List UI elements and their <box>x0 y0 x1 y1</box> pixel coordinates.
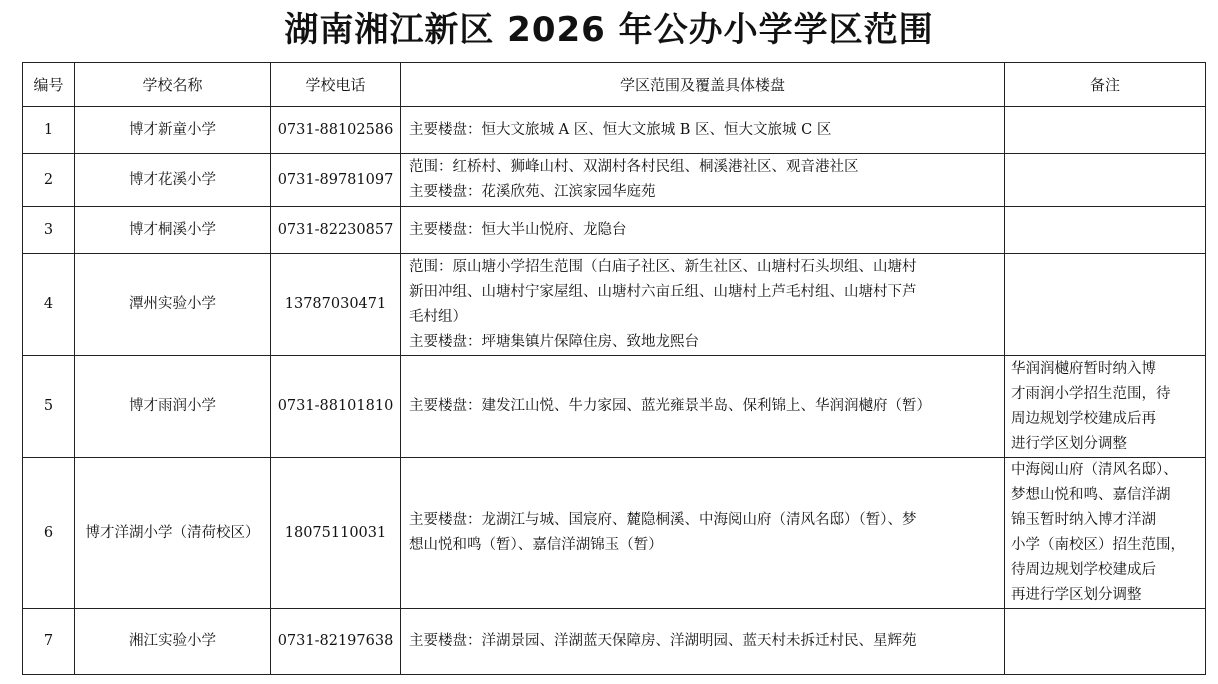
cell-number: 4 <box>23 254 75 356</box>
header-remarks: 备注 <box>1005 63 1206 107</box>
header-number: 编号 <box>23 63 75 107</box>
remark-line: 梦想山悦和鸣、嘉信洋湖 <box>1011 487 1171 503</box>
cell-district-range <box>401 254 1005 356</box>
remark-line: 周边规划学校建成后再 <box>1011 410 1156 427</box>
cell-remarks <box>1005 254 1206 356</box>
cell-number: 7 <box>23 609 75 675</box>
range-line: 范围：红桥村、狮峰山村、双湖村各村民组、桐溪港社区、观音港社区 <box>409 159 859 175</box>
cell-phone: 18075110031 <box>271 458 401 609</box>
cell-district-range <box>401 458 1005 609</box>
cell-remarks <box>1005 458 1206 609</box>
range-line: 毛村组） <box>409 308 467 325</box>
cell-number: 6 <box>23 458 75 609</box>
range-line: 范围：原山塘小学招生范围（白庙子社区、新生社区、山塘村石头坝组、山塘村 <box>409 258 917 275</box>
cell-phone: 0731-88102586 <box>271 107 401 154</box>
table-row <box>23 107 1206 154</box>
remark-line: 华润润樾府暂时纳入博 <box>1011 360 1156 377</box>
range-line: 主要楼盘：恒大半山悦府、龙隐台 <box>409 221 627 238</box>
range-line: 主要楼盘：花溪欣苑、江滨家园华庭苑 <box>409 184 656 200</box>
cell-number: 5 <box>23 356 75 458</box>
table-row <box>23 254 1206 356</box>
cell-district-range <box>401 154 1005 207</box>
cell-phone: 0731-82197638 <box>271 609 401 675</box>
range-line: 主要楼盘：洋湖景园、洋湖蓝天保障房、洋湖明园、蓝天村未拆迁村民、星辉苑 <box>409 633 917 649</box>
cell-remarks <box>1005 356 1206 458</box>
cell-number: 3 <box>23 207 75 254</box>
range-line: 主要楼盘：龙湖江与城、国宸府、麓隐桐溪、中海阅山府（清风名邸）（暂）、梦 <box>409 512 917 528</box>
cell-school-name: 潭州实验小学 <box>75 254 271 356</box>
cell-phone: 0731-88101810 <box>271 356 401 458</box>
header-school-phone: 学校电话 <box>271 63 401 107</box>
table-row <box>23 609 1206 675</box>
cell-school-name: 博才新童小学 <box>75 107 271 154</box>
cell-remarks <box>1005 154 1206 207</box>
cell-school-name: 博才洋湖小学（清荷校区） <box>75 458 271 609</box>
range-line: 主要楼盘：建发江山悦、牛力家园、蓝光雍景半岛、保利锦上、华润润樾府（暂） <box>409 398 931 414</box>
table-row <box>23 154 1206 207</box>
cell-phone: 0731-82230857 <box>271 207 401 254</box>
cell-phone: 0731-89781097 <box>271 154 401 207</box>
cell-remarks <box>1005 609 1206 675</box>
cell-school-name: 博才雨润小学 <box>75 356 271 458</box>
remark-line: 才雨润小学招生范围，待 <box>1011 385 1171 402</box>
cell-number: 2 <box>23 154 75 207</box>
school-district-table <box>22 62 1206 675</box>
cell-school-name: 博才桐溪小学 <box>75 207 271 254</box>
remark-line: 中海阅山府（清风名邸）、 <box>1011 462 1178 478</box>
cell-remarks <box>1005 207 1206 254</box>
range-line: 想山悦和鸣（暂）、嘉信洋湖锦玉（暂） <box>409 537 663 553</box>
remark-line: 进行学区划分调整 <box>1011 435 1127 452</box>
remark-line: 小学（南校区）招生范围， <box>1011 537 1185 553</box>
header-school-name: 学校名称 <box>75 63 271 107</box>
cell-district-range <box>401 356 1005 458</box>
range-line: 主要楼盘：恒大文旅城 A 区、恒大文旅城 B 区、恒大文旅城 C 区 <box>409 121 832 138</box>
range-line: 主要楼盘：坪塘集镇片保障住房、致地龙熙台 <box>409 333 699 350</box>
remark-line: 再进行学区划分调整 <box>1011 587 1142 603</box>
remark-line: 锦玉暂时纳入博才洋湖 <box>1011 512 1156 528</box>
table-header-row <box>23 63 1206 107</box>
cell-remarks <box>1005 107 1206 154</box>
range-line: 新田冲组、山塘村宁家屋组、山塘村六亩丘组、山塘村上芦毛村组、山塘村下芦 <box>409 283 917 300</box>
remark-line: 待周边规划学校建成后 <box>1011 562 1156 578</box>
cell-district-range <box>401 207 1005 254</box>
cell-school-name: 湘江实验小学 <box>75 609 271 675</box>
cell-number: 1 <box>23 107 75 154</box>
cell-phone: 13787030471 <box>271 254 401 356</box>
header-district-range: 学区范围及覆盖具体楼盘 <box>401 63 1005 107</box>
document-title: 湖南湘江新区 2026 年公办小学学区范围 <box>284 10 934 50</box>
cell-school-name: 博才花溪小学 <box>75 154 271 207</box>
cell-district-range <box>401 107 1005 154</box>
table-row <box>23 356 1206 458</box>
table-row <box>23 207 1206 254</box>
cell-district-range <box>401 609 1005 675</box>
table-row <box>23 458 1206 609</box>
